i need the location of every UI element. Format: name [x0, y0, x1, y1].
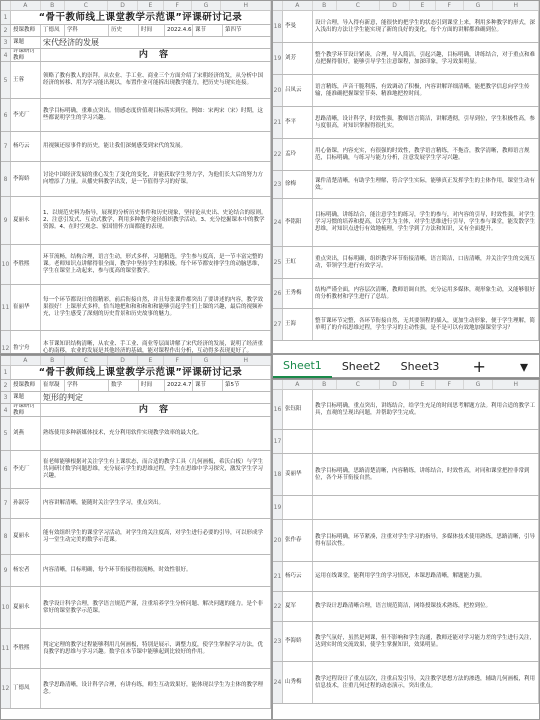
- table-row: [273, 43, 539, 75]
- table-row: [1, 197, 271, 245]
- table-row: [273, 454, 539, 496]
- column-letter[interactable]: G: [192, 1, 222, 10]
- spreadsheet-pane-right-top: [272, 0, 540, 354]
- title-row: 1 “骨干教师线上课堂教学示范课”评课研讨记录: [1, 366, 271, 380]
- table-row: [1, 669, 271, 709]
- reviewer-name[interactable]: 李光厂: [11, 451, 41, 488]
- row-number[interactable]: 8: [1, 519, 11, 554]
- row-number[interactable]: 7: [1, 132, 11, 161]
- review-comment[interactable]: 本节课知识结构清晰，从农业、手工业、商业等层面讲解了宋代经济的发展，说明了经济重心的南移，农业的发展是其他经济的基础，能对课程作出分析，互动得多表现更好了。: [41, 331, 271, 354]
- reviewer-name[interactable]: 姜丽华: [283, 454, 313, 495]
- column-letter[interactable]: F: [436, 1, 464, 10]
- reviewer-name[interactable]: 王秀梅: [283, 279, 313, 308]
- column-letter[interactable]: B: [313, 1, 337, 10]
- info-row: 2 授课教师 丁德凤 学科 历史 时间 2022.4.6 课节 第四节: [1, 25, 271, 37]
- table-row: [273, 309, 539, 341]
- review-comment[interactable]: 教学目标明确，重难点突出。情感态度价值观目标落实到位，例如：宋两宋（宋）时期，这些都说明学生的学习兴趣。: [41, 99, 271, 131]
- reviewer-name[interactable]: 夏军: [283, 592, 313, 621]
- review-comment[interactable]: 教学目标明确，重点突出，讲练结合，给学生充足的时间思考解题方法。利用合适的教学工具，直观的呈现出问题，并帮助学生完成。: [313, 390, 539, 429]
- table-row: [1, 132, 271, 162]
- reviewer-header[interactable]: 评课研讨教师: [11, 404, 41, 416]
- review-comment[interactable]: 教学目标明确，环节紧凑，注重对学生学习的指导，多媒体技术使用熟练，思路清晰，引导得有层次性。: [313, 520, 539, 561]
- column-letter[interactable]: C: [65, 356, 109, 365]
- review-comment[interactable]: 能有效组织学生的课堂学习活动，对学生的关注度高，对学生进行必要的引导，可以形成学习一堂生动完美的数学示范课。: [41, 519, 271, 554]
- reviewer-name[interactable]: 李铭阳: [283, 199, 313, 246]
- spreadsheet-pane-history: [0, 0, 272, 354]
- column-letter[interactable]: D: [108, 1, 138, 10]
- table-row: [273, 390, 539, 430]
- topic-value[interactable]: 宋代经济的发展: [41, 37, 271, 48]
- column-letter[interactable]: D: [380, 1, 410, 10]
- sheet-tab-3[interactable]: Sheet3: [400, 359, 440, 373]
- review-comment[interactable]: 内容讲解清晰，能随时关注学生学习，重点突出。: [41, 489, 271, 518]
- review-comment[interactable]: 教学气氛好，虽然是网课，但不影响和学生沟通，教师还能对学习能力差的学生进行关注，达到实时的交流效果，使学生掌握知识，效果明显。: [313, 622, 539, 661]
- row-number[interactable]: 21: [273, 562, 283, 591]
- reviewer-name[interactable]: 吕凤云: [283, 75, 313, 106]
- reviewer-name[interactable]: 夏丽永: [11, 519, 41, 554]
- content-header-row: 4 评课研讨教师 内 容: [1, 49, 271, 62]
- content-header-row: 4 评课研讨教师 内 容: [1, 404, 271, 417]
- column-letter[interactable]: H: [221, 356, 271, 365]
- table-row: [273, 622, 539, 662]
- column-letter[interactable]: B: [313, 380, 337, 389]
- reviewer-name[interactable]: 刘燕: [11, 417, 41, 450]
- review-comment[interactable]: 熟练使用多种新媒体技术，充分利用软件实现教学效率的最大化。: [41, 417, 271, 450]
- row-number[interactable]: 5: [1, 417, 11, 450]
- table-row: [1, 587, 271, 629]
- reviewer-name[interactable]: 李胜熙: [11, 629, 41, 668]
- column-header-bar: [1, 1, 271, 11]
- row-number[interactable]: 6: [1, 99, 11, 131]
- review-comment[interactable]: 思路清晰，设计科学，时效性强，教师语言简洁，讲解透彻，引导到位，学生积极性高，参与度很高，对知识掌握得很扎实。: [313, 107, 539, 138]
- teacher-value[interactable]: 丁德凤: [41, 25, 65, 36]
- review-comment[interactable]: [313, 496, 539, 519]
- column-letter[interactable]: D: [108, 356, 138, 365]
- table-row: [273, 562, 539, 592]
- row-number[interactable]: 25: [273, 247, 283, 278]
- review-comment[interactable]: 整节课环节完整，各环节衔接自然，无其要领程的插入，更加生动形象，便于学生理解，简单明了的介绍思维过程，学生学习的主动性强，是不是可以有效地加强课堂学习？: [313, 309, 539, 340]
- review-comment[interactable]: 目标明确，讲练结合，能注意学生的练习，学生的参与，对内容的引导，时效性强，对学生学习习惯的培养和提高，以学生为主体，对学生思维进行引导，学生参与课堂，能发散学生思维，对知识点进行有效地梳理，学生学到了方法和知识，又有全面提升。: [313, 199, 539, 246]
- table-row: [1, 162, 271, 197]
- row-number[interactable]: 9: [1, 197, 11, 244]
- row-number[interactable]: 18: [273, 454, 283, 495]
- column-letter[interactable]: C: [337, 380, 381, 389]
- column-letter[interactable]: B: [41, 1, 65, 10]
- reviewer-name[interactable]: 张钰阳: [283, 390, 313, 429]
- row-number[interactable]: 10: [1, 587, 11, 628]
- table-row: [1, 629, 271, 669]
- row-number[interactable]: 22: [273, 139, 283, 170]
- period-value[interactable]: 第5节: [223, 380, 271, 391]
- reviewer-name[interactable]: 杨宏者: [11, 555, 41, 586]
- reviewer-name[interactable]: 王蓉: [11, 62, 41, 98]
- topic-row: 3 课题 矩形的判定: [1, 392, 271, 404]
- row-number[interactable]: 26: [273, 279, 283, 308]
- row-number[interactable]: 23: [273, 171, 283, 198]
- reviewer-name[interactable]: 李平: [283, 107, 313, 138]
- reviewer-name[interactable]: 杨巧云: [283, 562, 313, 591]
- row-number[interactable]: 20: [273, 520, 283, 561]
- add-sheet-icon[interactable]: +: [472, 356, 486, 376]
- column-letter[interactable]: E: [410, 380, 436, 389]
- column-letter[interactable]: G: [464, 1, 494, 10]
- sheet-tab-1[interactable]: Sheet1: [273, 354, 332, 378]
- subject-label[interactable]: 学科: [65, 25, 109, 36]
- review-comment[interactable]: 重点突出，目标明确，组织教学环节衔接清晰，语言简洁，口齿清晰，并关注学生的交流互动，带领学生进行有效学习。: [313, 247, 539, 278]
- period-label[interactable]: 课节: [193, 25, 223, 36]
- table-row: [273, 247, 539, 279]
- row-number[interactable]: 27: [273, 309, 283, 340]
- period-label[interactable]: 课节: [193, 380, 223, 391]
- review-comment[interactable]: 设计合理，导入得有新意，能很快的把学生的状态引到课堂上来，利用多种教学的形式，深入浅出的方法让学生能实现了新的良好的变化，每个方面的讲解都准确到位。: [313, 11, 539, 42]
- table-row: [1, 285, 271, 331]
- content-header[interactable]: 内 容: [41, 49, 271, 61]
- review-comment[interactable]: 运用在线课堂，能利用学生的学习情况，本课思路清晰，解题能力强。: [313, 562, 539, 591]
- review-comment[interactable]: 崔老师能够根据对关注学生有上课状态，而合适的教学工具（几何画板，希沃白板）与学生共同研讨数学问题思维，充分展示学生的思维过程，学生在思维中学习探究，激发学生学习兴趣。: [41, 451, 271, 488]
- column-header-bar: [273, 380, 539, 390]
- row-number[interactable]: 12: [1, 331, 11, 354]
- review-comment[interactable]: 整个教学环节设计紧凑，合理，导入简洁，引起兴趣，目标明确，讲练结合，对于重点和难点把握得很好，能够引导学生注意课程，加深印象，学习效果明显。: [313, 43, 539, 74]
- review-comment[interactable]: 1、以规范史料为指导，展现的分析历史事件和历史现象，坚持论从史出、史论结合的原则。2、注意引发式、互动式教学，利用多种教学途径组织教学活动。3、充分挖掘课本中的教学资源。4、在时空观念、家国情怀方面都能的表现。: [41, 197, 271, 244]
- table-row: [1, 451, 271, 489]
- table-row: [273, 107, 539, 139]
- table-row: [273, 430, 539, 454]
- review-comment[interactable]: 每一个环节都设计的很精彩，前后衔接自然，并且每张课件都突出了要讲述的内容，教学效果很好！上课形式多样，恰当地把和和和和和和能够引起学生们上课的兴趣，最后的视频补充，让学生感受了深刻的历史背景和历史故事的魅力。: [41, 285, 271, 330]
- table-row: [273, 662, 539, 704]
- teacher-label[interactable]: 授课教师: [11, 25, 41, 36]
- topic-label[interactable]: 课题: [11, 37, 41, 48]
- table-row: [1, 331, 271, 354]
- row-number[interactable]: 5: [1, 62, 11, 98]
- subject-value[interactable]: 数学: [109, 380, 139, 391]
- reviewer-header[interactable]: 评课研讨教师: [11, 49, 41, 61]
- topic-label[interactable]: 课题: [11, 392, 41, 403]
- row-number[interactable]: 17: [273, 430, 283, 453]
- time-label[interactable]: 时间: [139, 380, 165, 391]
- topic-value[interactable]: 矩形的判定: [41, 392, 271, 403]
- reviewer-name[interactable]: 孙淑芬: [11, 489, 41, 518]
- table-row: [1, 555, 271, 587]
- row-number[interactable]: 10: [1, 245, 11, 284]
- reviewer-name[interactable]: 李海娇: [283, 622, 313, 661]
- row-number[interactable]: 11: [1, 285, 11, 330]
- review-comment[interactable]: 课件清楚清晰，有助学生理解，符合学生实际，能够真正发挥学生的主体作用，课堂生动有效。: [313, 171, 539, 198]
- spreadsheet-pane-math: [0, 355, 272, 720]
- row-number[interactable]: 19: [273, 43, 283, 74]
- table-row: [273, 139, 539, 171]
- review-comment[interactable]: 用视频还原事件的历史，能让我们深刻感受到宋代的发展。: [41, 132, 271, 161]
- time-value[interactable]: 2022.4.7: [165, 380, 193, 391]
- reviewer-name[interactable]: 夏丽永: [11, 197, 41, 244]
- column-header-bar: [1, 356, 271, 366]
- reviewer-name[interactable]: 鲁宁舟: [11, 331, 41, 354]
- review-comment[interactable]: 语言精练，声音干脆利落，有效调动了积极，内容讲解详细清晰，能把教学信息向学生传输，能准确把握课堂节奏、精准地把控时间。: [313, 75, 539, 106]
- column-letter[interactable]: F: [164, 356, 192, 365]
- table-row: [1, 519, 271, 555]
- review-comment[interactable]: 讨论中国经济发展的重心发生了变化的变化，并能获取学生努力学，为他们长大后的努力方向增添了力量。从播史料教学出发，是一节值得学习的好课。: [41, 162, 271, 196]
- review-comment[interactable]: 教学思路清晰，设计科学合理，有讲有练，师生互动效果好，能体现以学生为主体的教学理念。: [41, 669, 271, 708]
- column-letter[interactable]: C: [337, 1, 381, 10]
- row-number[interactable]: 24: [273, 199, 283, 246]
- page-title[interactable]: “骨干教师线上课堂教学示范课”评课研讨记录: [11, 11, 271, 24]
- table-row: [1, 62, 271, 99]
- review-comment[interactable]: 教学过程设计了重点层次，注重启发引导，关注教学思想方法的渗透，辅助几何画板，利用信息技术，注重几何过程的动态演示，突出重点。: [313, 662, 539, 703]
- column-letter[interactable]: E: [138, 356, 164, 365]
- table-row: [1, 245, 271, 285]
- column-letter[interactable]: F: [164, 1, 192, 10]
- row-number[interactable]: 6: [1, 451, 11, 488]
- row-number[interactable]: 9: [1, 555, 11, 586]
- table-row: [273, 75, 539, 107]
- row-number[interactable]: 11: [1, 629, 11, 668]
- reviewer-name[interactable]: 李光厂: [11, 99, 41, 131]
- reviewer-name[interactable]: 王虹: [283, 247, 313, 278]
- reviewer-name[interactable]: 李海娇: [11, 162, 41, 196]
- table-row: [273, 279, 539, 309]
- page-title[interactable]: “骨干教师线上课堂教学示范课”评课研讨记录: [11, 366, 271, 379]
- sheet-tab-2[interactable]: Sheet2: [341, 359, 381, 373]
- column-letter[interactable]: A: [11, 356, 41, 365]
- column-letter[interactable]: D: [380, 380, 410, 389]
- table-row: [273, 496, 539, 520]
- reviewer-name[interactable]: 李胜熙: [11, 245, 41, 284]
- table-row: [273, 171, 539, 199]
- row-number[interactable]: 20: [273, 75, 283, 106]
- reviewer-name[interactable]: 徐梅: [283, 171, 313, 198]
- column-header-bar: [273, 1, 539, 11]
- table-row: [1, 99, 271, 132]
- column-letter[interactable]: E: [410, 1, 436, 10]
- period-value[interactable]: 第四节: [223, 25, 271, 36]
- reviewer-name[interactable]: 王海: [283, 309, 313, 340]
- table-row: [273, 11, 539, 43]
- row-number[interactable]: 22: [273, 592, 283, 621]
- review-comment[interactable]: 环节流畅，结构合理，语言生动，形式多样，习题精选，学生参与度高，是一节丰富完整的课。老师知识点讲解得很全面，教学中坚持学生的积极。每个环节都安排学生的动脑思维，学生在课堂上动起来，参与度高的课堂教学。: [41, 245, 271, 284]
- reviewer-name[interactable]: [283, 430, 313, 453]
- row-number[interactable]: 21: [273, 107, 283, 138]
- review-comment[interactable]: 判定定理的教学过程能够利用几何画板，特别是展示，调整力度，使学生掌握学习方法，优良教学的思维与学习兴趣。数学在本节课中能够起到比较好的作用。: [41, 629, 271, 668]
- table-row: [1, 417, 271, 451]
- reviewer-name[interactable]: 孟玲: [283, 139, 313, 170]
- column-letter[interactable]: C: [65, 1, 109, 10]
- content-header[interactable]: 内 容: [41, 404, 271, 416]
- reviewer-name[interactable]: 杨巧云: [11, 132, 41, 161]
- row-number[interactable]: 18: [273, 11, 283, 42]
- row-number[interactable]: 8: [1, 162, 11, 196]
- table-row: [1, 489, 271, 519]
- review-comment[interactable]: 领略了教有教人的崇拜。从农业、手工业、商业三个方面介绍了宋朝经济的发，从分析中国经济的转移、用为学习能出现以，布置作业可能拆出现教学能力，把历史与现实连接。: [41, 62, 271, 98]
- row-number[interactable]: 16: [273, 390, 283, 429]
- reviewer-name[interactable]: 丁德凤: [11, 669, 41, 708]
- time-label[interactable]: 时间: [139, 25, 165, 36]
- chevron-down-icon[interactable]: ▾: [519, 356, 529, 376]
- subject-value[interactable]: 历史: [109, 25, 139, 36]
- column-letter[interactable]: H: [221, 1, 271, 10]
- review-comment[interactable]: 用心备课，内容充实，有很强的时效性，教学语言精练，不拖沓，教学清晰，教师语言规范，目标明确，与练习与能力分析，注意发展学生学习兴趣。: [313, 139, 539, 170]
- table-row: [273, 592, 539, 622]
- reviewer-name[interactable]: 夏丽永: [11, 587, 41, 628]
- reviewer-name[interactable]: [283, 496, 313, 519]
- teacher-value[interactable]: 崔翠凝: [41, 380, 65, 391]
- reviewer-name[interactable]: 李曼: [283, 11, 313, 42]
- title-row: 1 “骨干教师线上课堂教学示范课”评课研讨记录: [1, 11, 271, 25]
- review-comment[interactable]: [313, 430, 539, 453]
- column-letter[interactable]: G: [464, 380, 494, 389]
- review-comment[interactable]: 教学设计科学合理，教学语言规范严谨，注重培养学生分析问题、解决问题的能力。是个非常好的课堂教学示范课。: [41, 587, 271, 628]
- row-number[interactable]: 12: [1, 669, 11, 708]
- topic-row: 3 课题 宋代经济的发展: [1, 37, 271, 49]
- spreadsheet-pane-right-bottom: [272, 379, 540, 720]
- sheet-tab-bar: [272, 354, 540, 378]
- reviewer-name[interactable]: 山秀梅: [283, 662, 313, 703]
- review-comment[interactable]: 结构严谨全面，内容层次清晰，教师语调自然，充分运用多媒体，观形象生动，又能够很好的分析教材和学生进行了总结。: [313, 279, 539, 308]
- column-letter[interactable]: F: [436, 380, 464, 389]
- row-number[interactable]: 23: [273, 622, 283, 661]
- table-row: [273, 520, 539, 562]
- column-letter[interactable]: E: [138, 1, 164, 10]
- review-comment[interactable]: 内容清晰，目标明确，每个环节衔接得很流畅，时效性很好。: [41, 555, 271, 586]
- column-letter[interactable]: B: [41, 356, 65, 365]
- review-comment[interactable]: 教学设计思路清晰合理，语言规范简洁，网络授课技术熟练，把控到位。: [313, 592, 539, 621]
- column-letter[interactable]: A: [283, 380, 313, 389]
- reviewer-name[interactable]: 刘芳: [283, 43, 313, 74]
- column-letter[interactable]: H: [493, 380, 539, 389]
- time-value[interactable]: 2022.4.6: [165, 25, 193, 36]
- column-letter[interactable]: A: [283, 1, 313, 10]
- row-number[interactable]: 7: [1, 489, 11, 518]
- row-number[interactable]: 24: [273, 662, 283, 703]
- teacher-label[interactable]: 授课教师: [11, 380, 41, 391]
- row-number[interactable]: 19: [273, 496, 283, 519]
- subject-label[interactable]: 学科: [65, 380, 109, 391]
- reviewer-name[interactable]: 张作春: [283, 520, 313, 561]
- review-comment[interactable]: 教学目标明确，思路清楚清晰，内容精练，讲练结合，时效性高，对同和课堂把控非常到位，各个环节衔接自然。: [313, 454, 539, 495]
- info-row: 2 授课教师 崔翠凝 学科 数学 时间 2022.4.7 课节 第5节: [1, 380, 271, 392]
- column-letter[interactable]: H: [493, 1, 539, 10]
- reviewer-name[interactable]: 崔丽华: [11, 285, 41, 330]
- column-letter[interactable]: A: [11, 1, 41, 10]
- table-row: [273, 199, 539, 247]
- column-letter[interactable]: G: [192, 356, 222, 365]
